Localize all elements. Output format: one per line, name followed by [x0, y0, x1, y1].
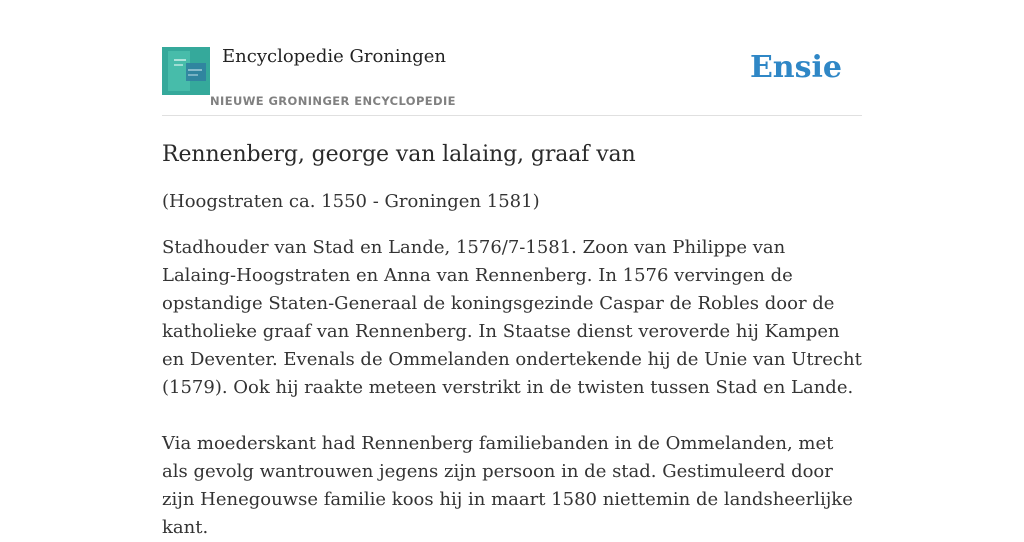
article-paragraph: Stadhouder van Stad en Lande, 1576/7-1581. Zoon van Philippe van Lalaing-Hoogstraten en Anna van Rennenberg. In 1576 vervingen de opstandige Staten-Generaal de koningsgezinde Caspar de Robles door de katholieke graaf van Rennenberg. In Staatse dienst veroverde hij Kampen en Deventer. Evenals de Ommelanden ondertekende hij de Unie van Utrecht (1579). Ook hij raakte meteen verstrikt in de twisten tussen Stad en Lande.: [162, 237, 862, 398]
article-lifespan: (Hoogstraten ca. 1550 - Groningen 1581): [162, 191, 540, 212]
ensie-brand-link[interactable]: Ensie: [749, 50, 842, 85]
encyclopedie-groningen-logo-icon[interactable]: [162, 47, 210, 95]
article-title: Rennenberg, george van lalaing, graaf van: [162, 142, 636, 167]
article-paragraph: Via moederskant had Rennenberg familiebanden in de Ommelanden, met als gevolg wantrouwen jegens zijn persoon in de stad. Gestimuleerd door zijn Henegouwse familie koos hij in maart 1580 niettemin de landsheerlijke kant.: [162, 433, 853, 538]
site-title[interactable]: Encyclopedie Groningen: [222, 46, 447, 67]
site-subtitle: NIEUWE GRONINGER ENCYCLOPEDIE: [210, 94, 456, 108]
article: [162, 138, 862, 542]
site-header: [162, 0, 862, 116]
